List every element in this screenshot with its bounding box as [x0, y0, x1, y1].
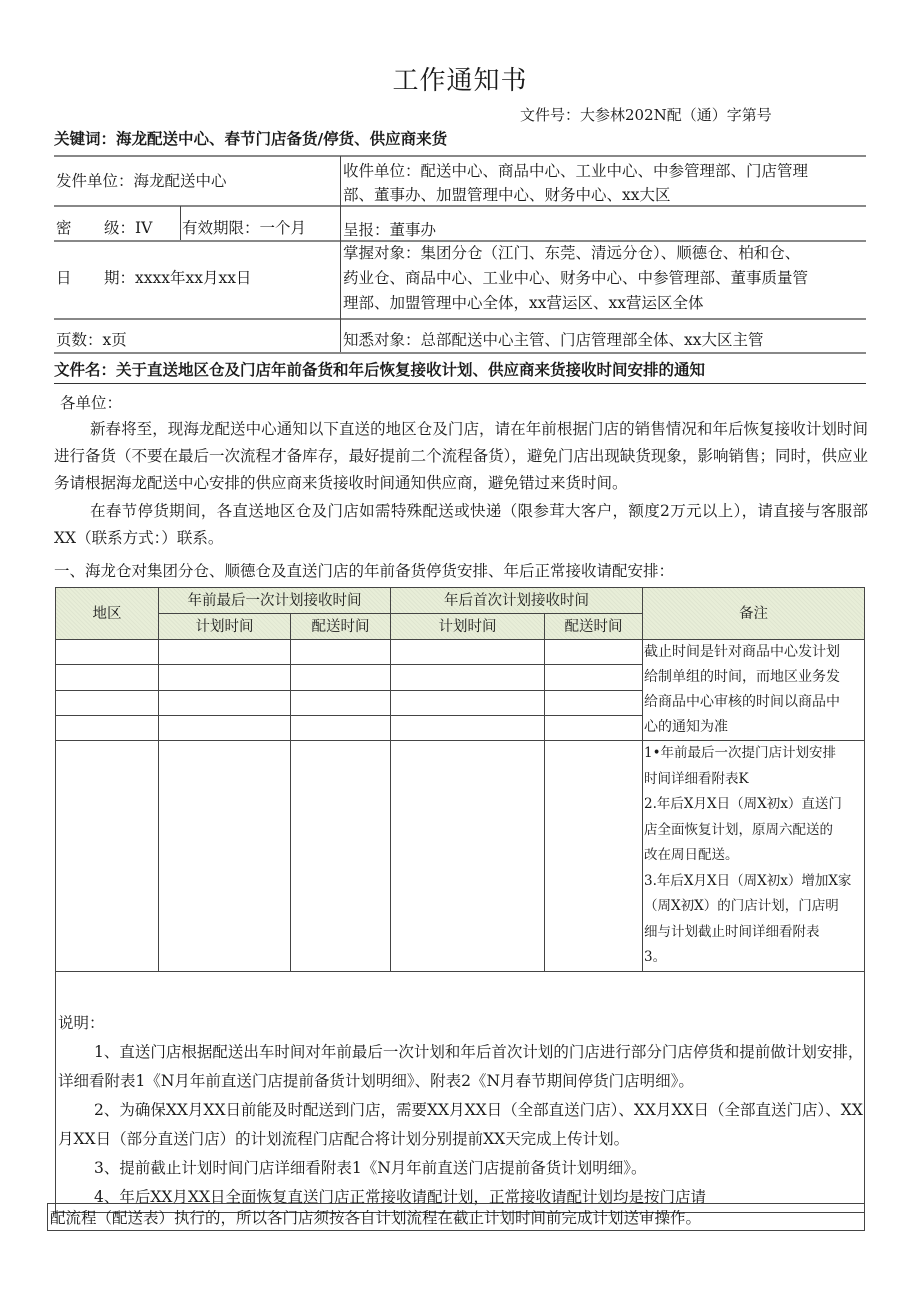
cell-post-plan[interactable] — [391, 741, 545, 972]
document-title: 工作通知书 — [392, 66, 528, 96]
explanation-item-3: 3、提前截止计划时间门店详细看附表1《N月年前直送门店提前备货计划明细》。 — [94, 1158, 647, 1177]
cell-post-delivery[interactable] — [545, 690, 643, 715]
divider — [54, 383, 866, 384]
table-row — [56, 640, 865, 665]
col-header-remarks: 备注 — [643, 588, 865, 640]
paragraph-1: 新春将至，现海龙配送中心通知以下直送的地区仓及门店，请在年前根据门店的销售情况和年后恢复接收计划时间进行备货（不要在最后一次流程才备库存，最好提前二个流程备货），避免门店出现缺货现象，影响销售；同时，供应业务请根据海龙配送中心安排的供应商来货接收时间通知供应商，避免错过来货时间。 — [54, 420, 868, 492]
col-header-pre-plan: 计划时间 — [159, 614, 291, 640]
remark-cell-2 — [643, 741, 865, 972]
remark-line: 截止时间是针对商品中心发计划 — [644, 644, 840, 660]
date-label: 日 — [56, 269, 72, 287]
validity-period: 有效期限：一个月 — [182, 219, 307, 237]
table-row — [56, 741, 865, 972]
cell-post-delivery[interactable] — [545, 640, 643, 665]
file-name: 文件名：关于直送地区仓及门店年前备货和年后恢复接收计划、供应商来货接收时间安排的通知 — [54, 361, 706, 379]
cell-region[interactable] — [56, 741, 159, 972]
cell-post-plan[interactable] — [391, 640, 545, 665]
security-label: 密 — [56, 219, 72, 237]
master-objects-line1: 掌握对象：集团分仓（江门、东莞、清远分仓）、顺德仓、柏和仓、 — [343, 244, 801, 262]
date-value: 期：xxxx年xx月xx日 — [104, 269, 252, 287]
divider — [54, 155, 866, 157]
col-header-post-delivery: 配送时间 — [545, 614, 643, 640]
cell-pre-plan[interactable] — [159, 715, 291, 740]
master-objects-line2: 药业仓、商品中心、工业中心、财务中心、中参管理部、董事质量管 — [343, 269, 809, 287]
table-header-row — [56, 588, 865, 614]
explanation-item-1: 1、直送门店根据配送出车时间对年前最后一次计划和年后首次计划的门店进行部分门店停货和提前做计划安排，详细看附表1《N月年前直送门店提前备货计划明细》、附表2《N月春节期间停货门店明细》。 — [58, 1042, 864, 1090]
cell-post-plan[interactable] — [391, 690, 545, 715]
remark-line: 店全面恢复计划，原周六配送的 — [644, 821, 833, 838]
security-level: 级：IV — [104, 219, 153, 237]
remark-line: 给商品中心审核的时间以商品中 — [644, 694, 840, 710]
explanation-item-2: 2、为确保XX月XX日前能及时配送到门店，需要XX月XX日（全部直送门店）、XX月XX日（全部直送门店）、XX月XX日（部分直送门店）的计划流程门店配合将计划分别提前XX天完成上传计划。 — [58, 1100, 863, 1148]
remark-line: 3。 — [644, 949, 667, 965]
remark-cell-1 — [643, 640, 865, 741]
remark-line: 时间详细看附表K — [644, 770, 749, 787]
explanation-heading: 说明： — [58, 1013, 105, 1032]
cell-pre-delivery[interactable] — [291, 665, 391, 690]
recipient-units-line2: 部、董事办、加盟管理中心、财务中心、xx大区 — [343, 186, 671, 204]
master-objects-line3: 理部、加盟管理中心全体，xx营运区、xx营运区全体 — [343, 294, 704, 312]
cell-post-plan[interactable] — [391, 715, 545, 740]
cell-pre-delivery[interactable] — [291, 741, 391, 972]
cell-pre-delivery[interactable] — [291, 715, 391, 740]
cell-pre-plan[interactable] — [159, 665, 291, 690]
cell-post-delivery[interactable] — [545, 741, 643, 972]
section-heading-1: 一、海龙仓对集团分仓、顺德仓及直送门店的年前备货停货安排、年后正常接收请配安排： — [54, 562, 675, 580]
notify-objects: 知悉对象：总部配送中心主管、门店管理部全体、xx大区主管 — [343, 331, 764, 349]
remark-line: 1•年前最后一次提门店计划安排 — [644, 745, 837, 761]
document-number: 文件号：大参林202N配（通）字第号 — [520, 106, 772, 124]
col-header-region: 地区 — [56, 588, 159, 640]
explanation-cell — [56, 971, 865, 1212]
cell-pre-delivery[interactable] — [291, 690, 391, 715]
cell-region[interactable] — [56, 715, 159, 740]
cell-post-delivery[interactable] — [545, 665, 643, 690]
recipient-units-line1: 收件单位：配送中心、商品中心、工业中心、中参管理部、门店管理 — [343, 162, 809, 180]
divider — [180, 206, 181, 240]
cell-pre-plan[interactable] — [159, 640, 291, 665]
remark-line: 改在周日配送。 — [644, 847, 739, 863]
col-header-pre-delivery: 配送时间 — [291, 614, 391, 640]
remark-line: 细与计划截止时间详细看附表 — [644, 923, 820, 940]
schedule-table — [55, 587, 865, 1213]
cell-post-plan[interactable] — [391, 665, 545, 690]
col-header-post-plan: 计划时间 — [391, 614, 545, 640]
cell-pre-plan[interactable] — [159, 690, 291, 715]
explanation-row — [56, 971, 865, 1212]
remark-line: 2.年后X月X日（周X初x）直送门 — [644, 796, 842, 812]
col-header-post-group: 年后首次计划接收时间 — [391, 588, 643, 614]
explanation-item-4: 4、年后XX月XX日全面恢复直送门店正常接收请配计划，正常接收请配计划均是按门店请 — [94, 1187, 707, 1206]
explanation-continuation: 配流程（配送表）执行的，所以各门店须按各自计划流程在截止计划时间前完成计划送审操作。 — [47, 1203, 865, 1231]
cell-region[interactable] — [56, 690, 159, 715]
cell-region[interactable] — [56, 640, 159, 665]
keywords: 关键词：海龙配送中心、春节门店备货/停货、供应商来货 — [54, 130, 448, 148]
greeting: 各单位： — [60, 394, 123, 412]
remark-line: 3.年后X月X日（周X初x）增加X家 — [644, 872, 852, 889]
page-count: 页数：x页 — [56, 331, 127, 349]
paragraph-2: 在春节停货期间，各直送地区仓及门店如需特殊配送或快递（限参茸大客户，额度2万元以上），请直接与客服部XX（联系方式：）联系。 — [54, 502, 868, 547]
cell-pre-plan[interactable] — [159, 741, 291, 972]
cell-region[interactable] — [56, 665, 159, 690]
divider — [54, 318, 866, 320]
col-header-pre-group: 年前最后一次计划接收时间 — [159, 588, 391, 614]
header-form — [54, 155, 866, 355]
remark-line: （周X初X）的门店计划，门店明 — [644, 898, 839, 914]
remark-line: 给制单组的时间，而地区业务发 — [644, 669, 840, 685]
divider — [340, 156, 341, 352]
report-to: 呈报：董事办 — [343, 221, 437, 239]
sender-unit: 发件单位：海龙配送中心 — [56, 172, 227, 190]
remark-line: 心的通知为准 — [644, 719, 728, 735]
cell-post-delivery[interactable] — [545, 715, 643, 740]
cell-pre-delivery[interactable] — [291, 640, 391, 665]
